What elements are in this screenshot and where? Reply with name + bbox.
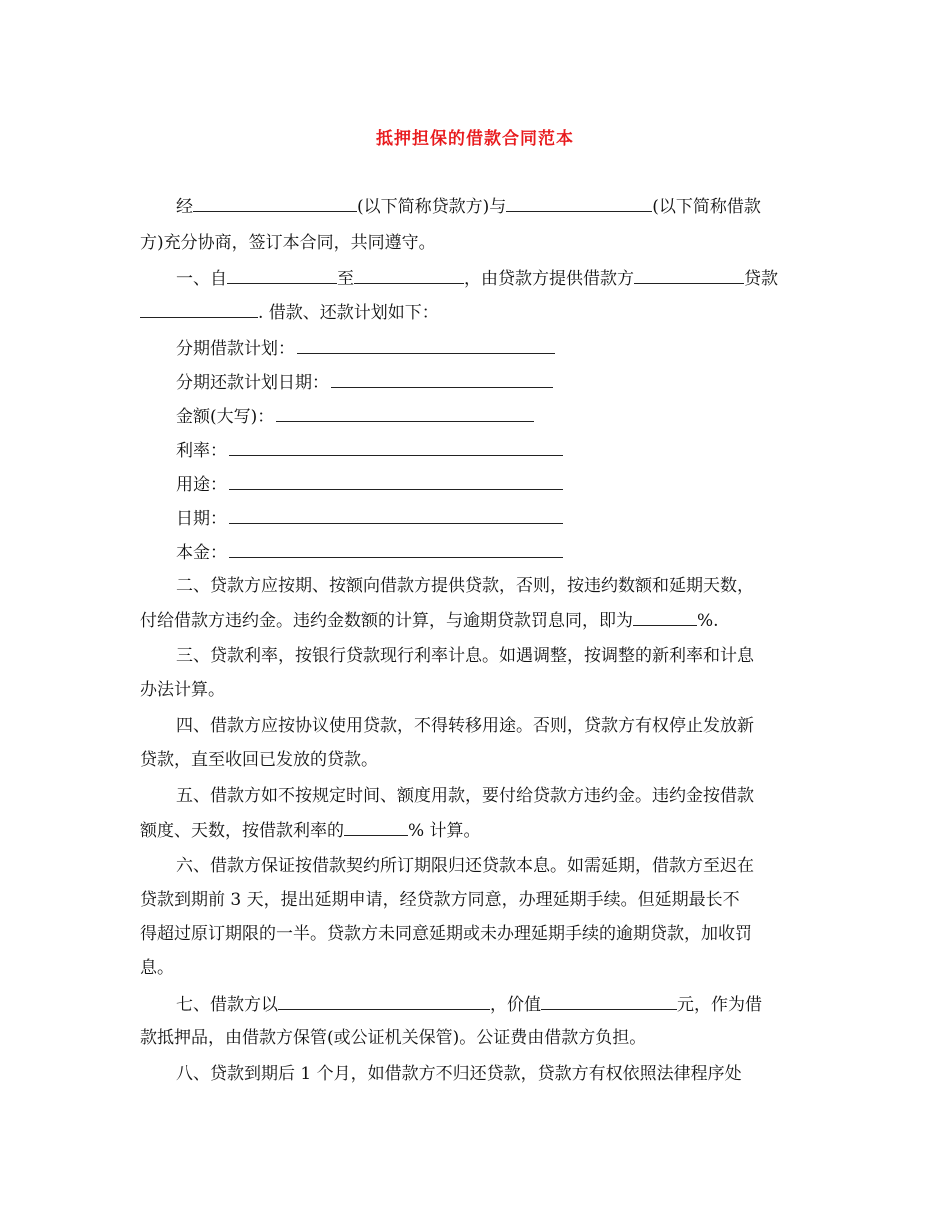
clause-text: % 计算。 (408, 821, 481, 841)
field-rate (176, 440, 563, 461)
clause-4-line-2: 贷款，直至收回已发放的贷款。 (140, 750, 378, 770)
collateral-value-blank[interactable] (541, 994, 677, 1010)
clause-text: %. (697, 611, 719, 631)
field-blank[interactable] (276, 406, 534, 422)
field-label: 金额(大写)： (176, 407, 275, 427)
clause-5-line-2 (140, 820, 812, 841)
field-amount (176, 406, 534, 427)
clause-7-line-1 (176, 994, 812, 1015)
interest-penalty-blank[interactable] (344, 820, 408, 836)
field-label: 用途： (176, 475, 227, 495)
collateral-blank[interactable] (278, 994, 490, 1010)
clause-5-line-1: 五、借款方如不按规定时间、额度用款，要付给贷款方违约金。违约金按借款 (176, 786, 754, 806)
loan-amount-blank[interactable] (140, 302, 258, 318)
field-label: 本金： (176, 543, 227, 563)
clause-6-line-3: 得超过原订期限的一半。贷款方未同意延期或未办理延期手续的逾期贷款，加收罚 (140, 924, 752, 944)
document-title: 抵押担保的借款合同范本 (376, 129, 574, 149)
clause-text: 贷款 (744, 269, 778, 289)
lender-name-blank[interactable] (193, 196, 357, 212)
clause-text: 额度、天数，按借款利率的 (140, 821, 344, 841)
clause-text: 至 (337, 269, 354, 289)
intro-line-2: 方)充分协商，签订本合同，共同遵守。 (140, 233, 436, 253)
field-label: 利率： (176, 441, 227, 461)
field-blank[interactable] (297, 338, 555, 354)
penalty-rate-blank[interactable] (633, 610, 697, 626)
field-principal (176, 542, 563, 563)
field-blank[interactable] (229, 474, 563, 490)
field-label: 日期： (176, 509, 227, 529)
clause-1-line-2 (140, 302, 812, 323)
intro-line-1 (176, 196, 812, 217)
clause-4-line-1: 四、借款方应按协议使用贷款，不得转移用途。否则，贷款方有权停止发放新 (176, 716, 754, 736)
loan-type-blank[interactable] (634, 268, 744, 284)
clause-text: ，由贷款方提供借款方 (464, 269, 634, 289)
clause-2-line-2 (140, 610, 812, 631)
clause-6-line-1: 六、借款方保证按借款契约所订期限归还贷款本息。如需延期，借款方至迟在 (176, 856, 754, 876)
field-date (176, 508, 563, 529)
field-blank[interactable] (229, 440, 563, 456)
borrower-name-blank[interactable] (506, 196, 652, 212)
clause-3-line-2: 办法计算。 (140, 680, 225, 700)
clause-2-line-1: 二、贷款方应按期、按额向借款方提供贷款，否则，按违约数额和延期天数， (176, 576, 754, 596)
field-purpose (176, 474, 563, 495)
field-loan-plan (176, 338, 555, 359)
intro-text: (以下简称借款 (652, 197, 761, 217)
clause-text: . 借款、还款计划如下： (258, 303, 439, 323)
clause-8-line-1: 八、贷款到期后 1 个月，如借款方不归还贷款，贷款方有权依照法律程序处 (176, 1064, 742, 1084)
clause-text: 元，作为借 (677, 995, 762, 1015)
field-label: 分期还款计划日期： (176, 373, 329, 393)
end-date-blank[interactable] (354, 268, 464, 284)
clause-3-line-1: 三、贷款利率，按银行贷款现行利率计息。如遇调整，按调整的新利率和计息 (176, 646, 754, 666)
clause-6-line-2: 贷款到期前 3 天，提出延期申请，经贷款方同意，办理延期手续。但延期最长不 (140, 890, 740, 910)
field-label: 分期借款计划： (176, 339, 295, 359)
clause-7-line-2: 款抵押品，由借款方保管(或公证机关保管)。公证费由借款方负担。 (140, 1028, 647, 1048)
clause-text: 付给借款方违约金。违约金数额的计算，与逾期贷款罚息同，即为 (140, 611, 633, 631)
clause-text: 七、借款方以 (176, 995, 278, 1015)
intro-text: (以下简称贷款方)与 (357, 197, 507, 217)
clause-text: ，价值 (490, 995, 541, 1015)
field-blank[interactable] (331, 372, 553, 388)
start-date-blank[interactable] (227, 268, 337, 284)
intro-text: 经 (176, 197, 193, 217)
field-blank[interactable] (229, 508, 563, 524)
clause-text: 一、自 (176, 269, 227, 289)
clause-6-line-4: 息。 (140, 958, 174, 978)
clause-1-line-1 (176, 268, 812, 289)
field-blank[interactable] (229, 542, 563, 558)
field-repay-date (176, 372, 553, 393)
